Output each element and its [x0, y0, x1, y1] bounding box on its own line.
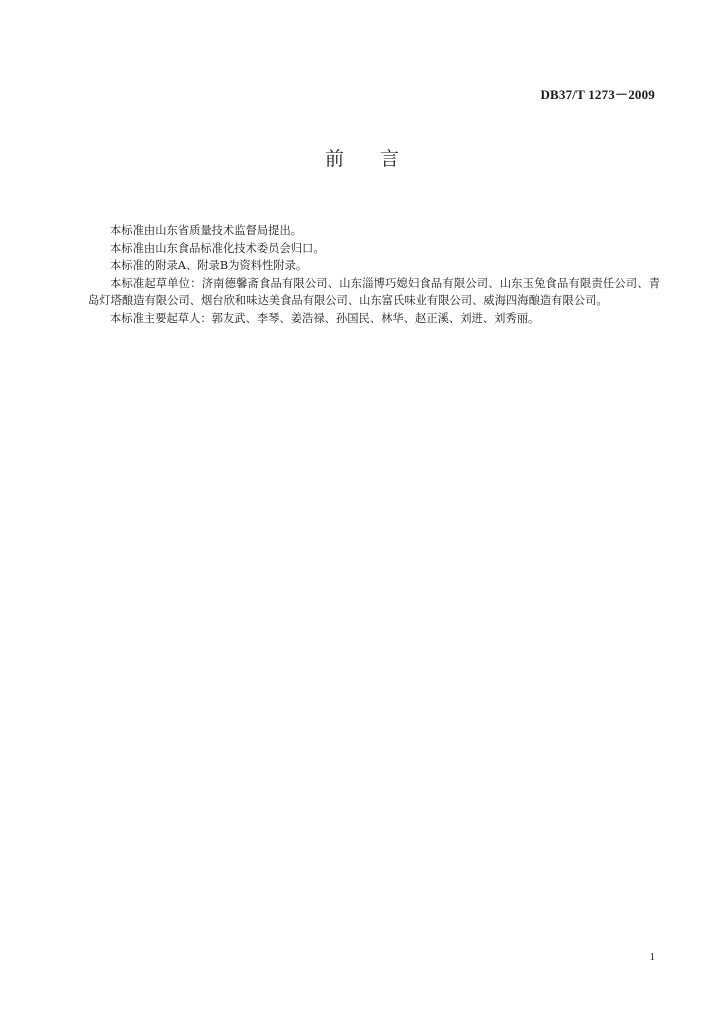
standard-code: DB37/T 1273－2009 — [540, 87, 655, 102]
page-number: 1 — [649, 951, 655, 963]
paragraph-appendix: 本标准的附录A、附录B为资料性附录。 — [110, 259, 308, 272]
title-char-1: 前 — [324, 148, 344, 170]
paragraph-drafters: 本标准主要起草人：郭友武、李琴、姜浩禄、孙国民、林华、赵正溪、刘进、刘秀丽。 — [110, 311, 540, 325]
paragraph-centralized: 本标准由山东食品标准化技术委员会归口。 — [110, 241, 325, 255]
page-title — [0, 144, 724, 171]
title-char-2: 言 — [380, 148, 400, 170]
paragraph-drafting-units: 本标准起草单位：济南德馨斋食品有限公司、山东淄博巧媳妇食品有限公司、山东玉兔食品有限责任公司、青岛灯塔酿造有限公司、烟台欣和味达美食品有限公司、山东富氏味业有限公司、威海四海酿造有限公司。 — [88, 276, 660, 307]
foreword-body — [88, 222, 660, 327]
paragraph-proposer: 本标准由山东省质量技术监督局提出。 — [110, 224, 303, 237]
